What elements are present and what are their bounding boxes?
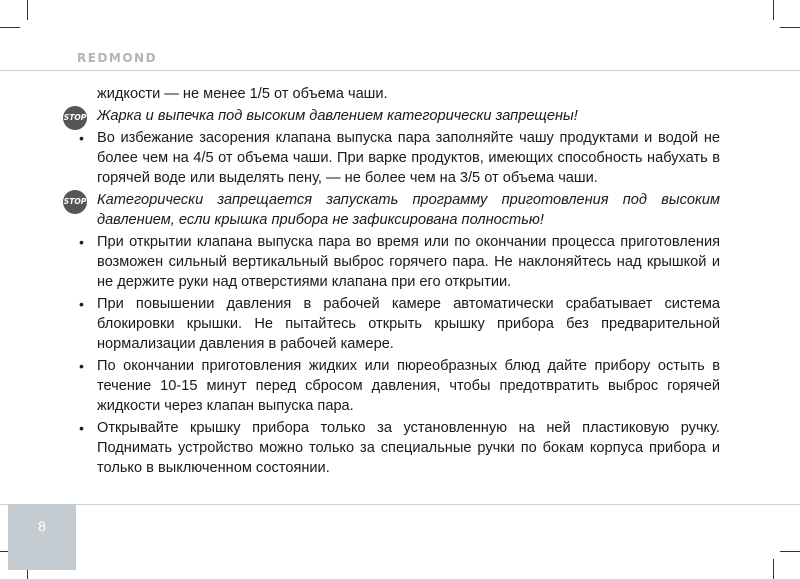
crop-mark xyxy=(773,0,774,20)
bullet-text: При повышении давления в рабочей камере автоматически срабатывает система блокировки крышки. Не пытайтесь открыть крышку прибора без предварительной нормализации давления в рабочей камере. xyxy=(97,296,720,352)
bullet-icon: • xyxy=(79,234,84,250)
bullet-text: Во избежание засорения клапана выпуска пара заполняйте чашу продуктами и водой не более чем на 4/5 от объема чаши. При варке продуктов, имеющих способность набухать в горячей воде или выделять пену, — не более чем на 3/5 от объема чаши. xyxy=(97,130,720,186)
bullet-icon: • xyxy=(79,296,84,312)
manual-content xyxy=(63,84,720,478)
stop-warning xyxy=(63,190,720,230)
brand-logo: REDMOND xyxy=(77,51,158,65)
bullet-icon: • xyxy=(79,358,84,374)
crop-mark xyxy=(773,559,774,579)
bullet-item xyxy=(63,418,720,478)
page-number: 8 xyxy=(38,518,46,534)
page-number-box xyxy=(8,504,76,570)
stop-warning xyxy=(63,106,720,126)
stop-icon: STOP xyxy=(63,190,87,214)
bullet-text: Открывайте крышку прибора только за установленную на ней пластиковую ручку. Поднимать устройство можно только за специальные ручки по бокам корпуса прибора и только в выключенном состоянии. xyxy=(97,420,720,476)
paragraph-text: жидкости — не менее 1/5 от объема чаши. xyxy=(97,86,388,102)
header-rule xyxy=(0,70,800,71)
crop-mark xyxy=(780,551,800,552)
stop-icon: STOP xyxy=(63,106,87,130)
warning-text: Категорически запрещается запускать программу приготовления под высоким давлением, если крышка прибора не зафиксирована полностью! xyxy=(97,192,720,228)
bullet-item xyxy=(63,128,720,188)
bullet-item xyxy=(63,294,720,354)
bullet-icon: • xyxy=(79,130,84,146)
bullet-text: При открытии клапана выпуска пара во время или по окончании процесса приготовления возможен сильный вертикальный выброс горячего пара. Не наклоняйтесь над крышкой и не держите руки над отверстиями клапана при его открытии. xyxy=(97,234,720,290)
bullet-icon: • xyxy=(79,420,84,436)
bullet-item xyxy=(63,356,720,416)
bullet-text: По окончании приготовления жидких или пюреобразных блюд дайте прибору остыть в течение 10-15 минут перед сбросом давления, чтобы предотвратить выброс горячей жидкости через клапан выпуска пара. xyxy=(97,358,720,414)
crop-mark xyxy=(780,27,800,28)
footer-rule xyxy=(0,504,800,505)
text-paragraph xyxy=(63,84,720,104)
crop-mark xyxy=(27,0,28,20)
crop-mark xyxy=(0,27,20,28)
bullet-item xyxy=(63,232,720,292)
warning-text: Жарка и выпечка под высоким давлением категорически запрещены! xyxy=(97,108,578,124)
